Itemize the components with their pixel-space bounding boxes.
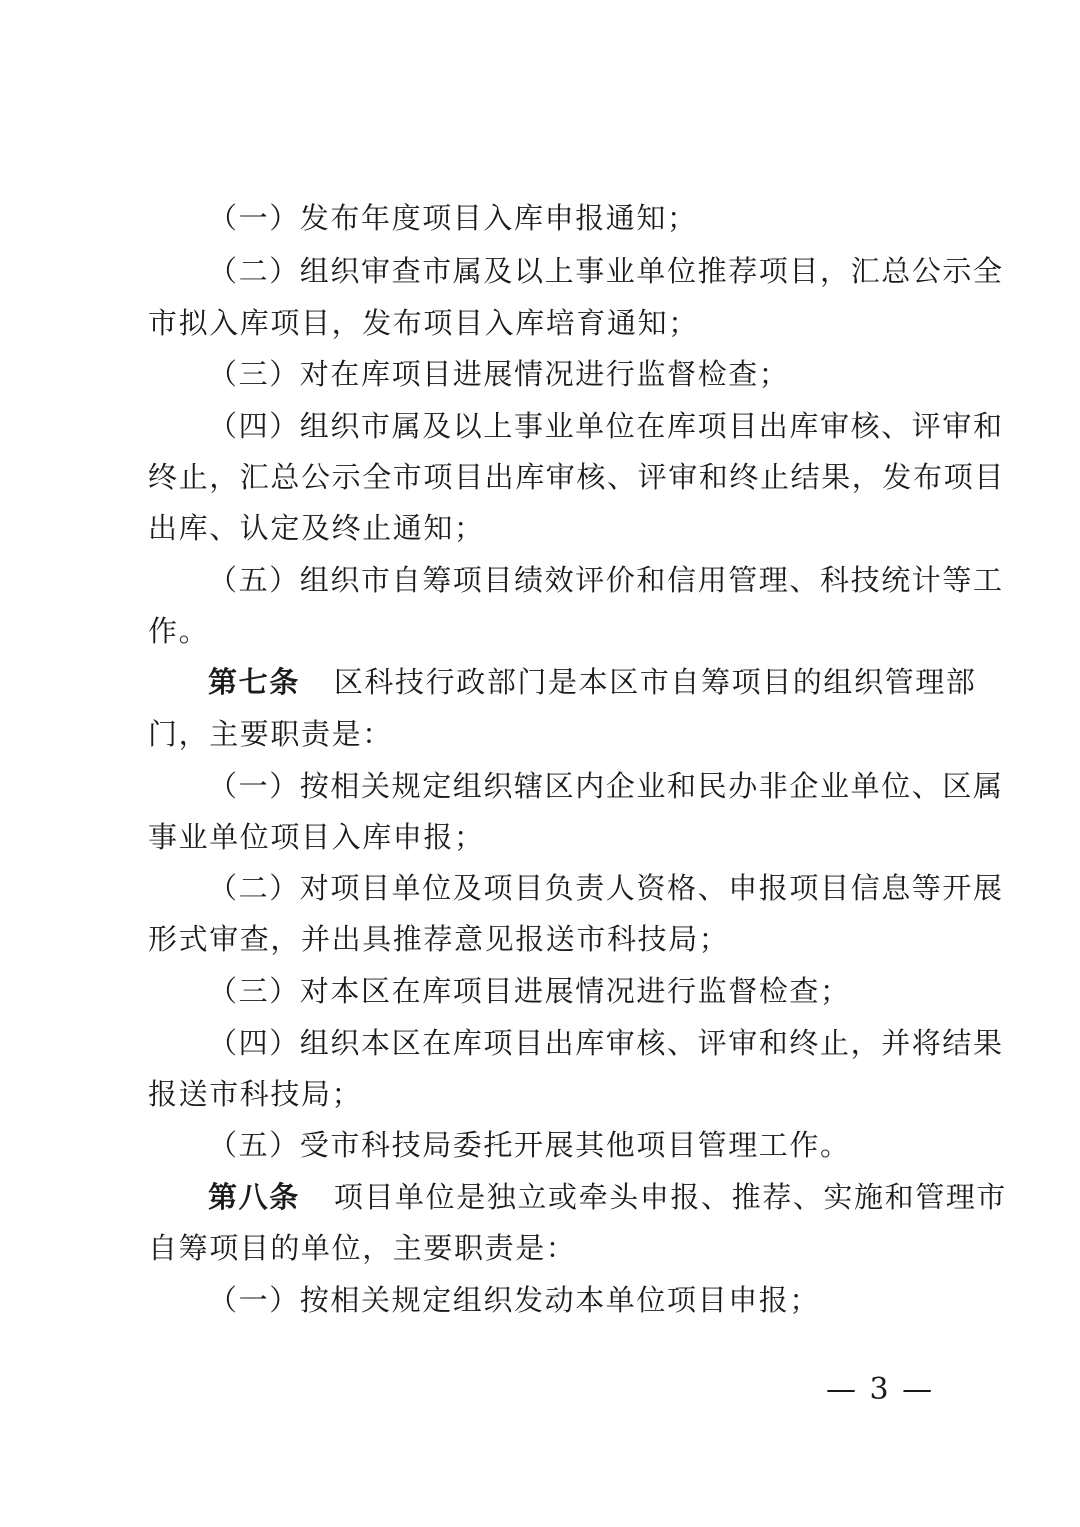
article-eight-heading: 第八条 — [208, 1180, 300, 1214]
article-seven-text: 区科技行政部门是本区市自筹项目的组织管理部 — [333, 665, 977, 699]
article-eight-text: 项目单位是独立或牵头申报、推荐、实施和管理市 — [333, 1180, 1008, 1214]
paragraph-line: （四）组织市属及以上事业单位在库项目出库审核、评审和 — [208, 409, 1004, 443]
paragraph-line: 报送市科技局； — [148, 1077, 363, 1111]
paragraph-line: 终止，汇总公示全市项目出库审核、评审和终止结果，发布项目 — [148, 460, 1005, 494]
paragraph-line: （二）组织审查市属及以上事业单位推荐项目，汇总公示全 — [208, 254, 1004, 288]
paragraph-line: 事业单位项目入库申报； — [148, 820, 485, 854]
article-seven-line — [208, 656, 976, 708]
paragraph-line: 市拟入库项目，发布项目入库培育通知； — [148, 306, 699, 340]
paragraph-line: 作。 — [148, 614, 210, 648]
paragraph-line: （四）组织本区在库项目出库审核、评审和终止，并将结果 — [208, 1026, 1004, 1060]
paragraph-line: 出库、认定及终止通知； — [148, 511, 485, 545]
article-eight-line — [208, 1171, 1007, 1223]
paragraph-line: （二）对项目单位及项目负责人资格、申报项目信息等开展 — [208, 871, 1004, 905]
paragraph-line: （三）对在库项目进展情况进行监督检查； — [208, 357, 790, 391]
article-seven-heading: 第七条 — [208, 665, 300, 699]
paragraph-line: （一）按相关规定组织发动本单位项目申报； — [208, 1283, 821, 1317]
paragraph-line: （一）发布年度项目入库申报通知； — [208, 201, 698, 235]
paragraph-line: 自筹项目的单位，主要职责是： — [148, 1231, 577, 1265]
paragraph-line: （五）受市科技局委托开展其他项目管理工作。 — [208, 1128, 851, 1162]
page-number: — 3 — — [826, 1372, 935, 1407]
paragraph-line: （五）组织市自筹项目绩效评价和信用管理、科技统计等工 — [208, 563, 1004, 597]
paragraph-line: （三）对本区在库项目进展情况进行监督检查； — [208, 974, 851, 1008]
paragraph-line: 门，主要职责是： — [148, 717, 393, 751]
paragraph-line: （一）按相关规定组织辖区内企业和民办非企业单位、区属 — [208, 769, 1004, 803]
paragraph-line: 形式审查，并出具推荐意见报送市科技局； — [148, 922, 730, 956]
